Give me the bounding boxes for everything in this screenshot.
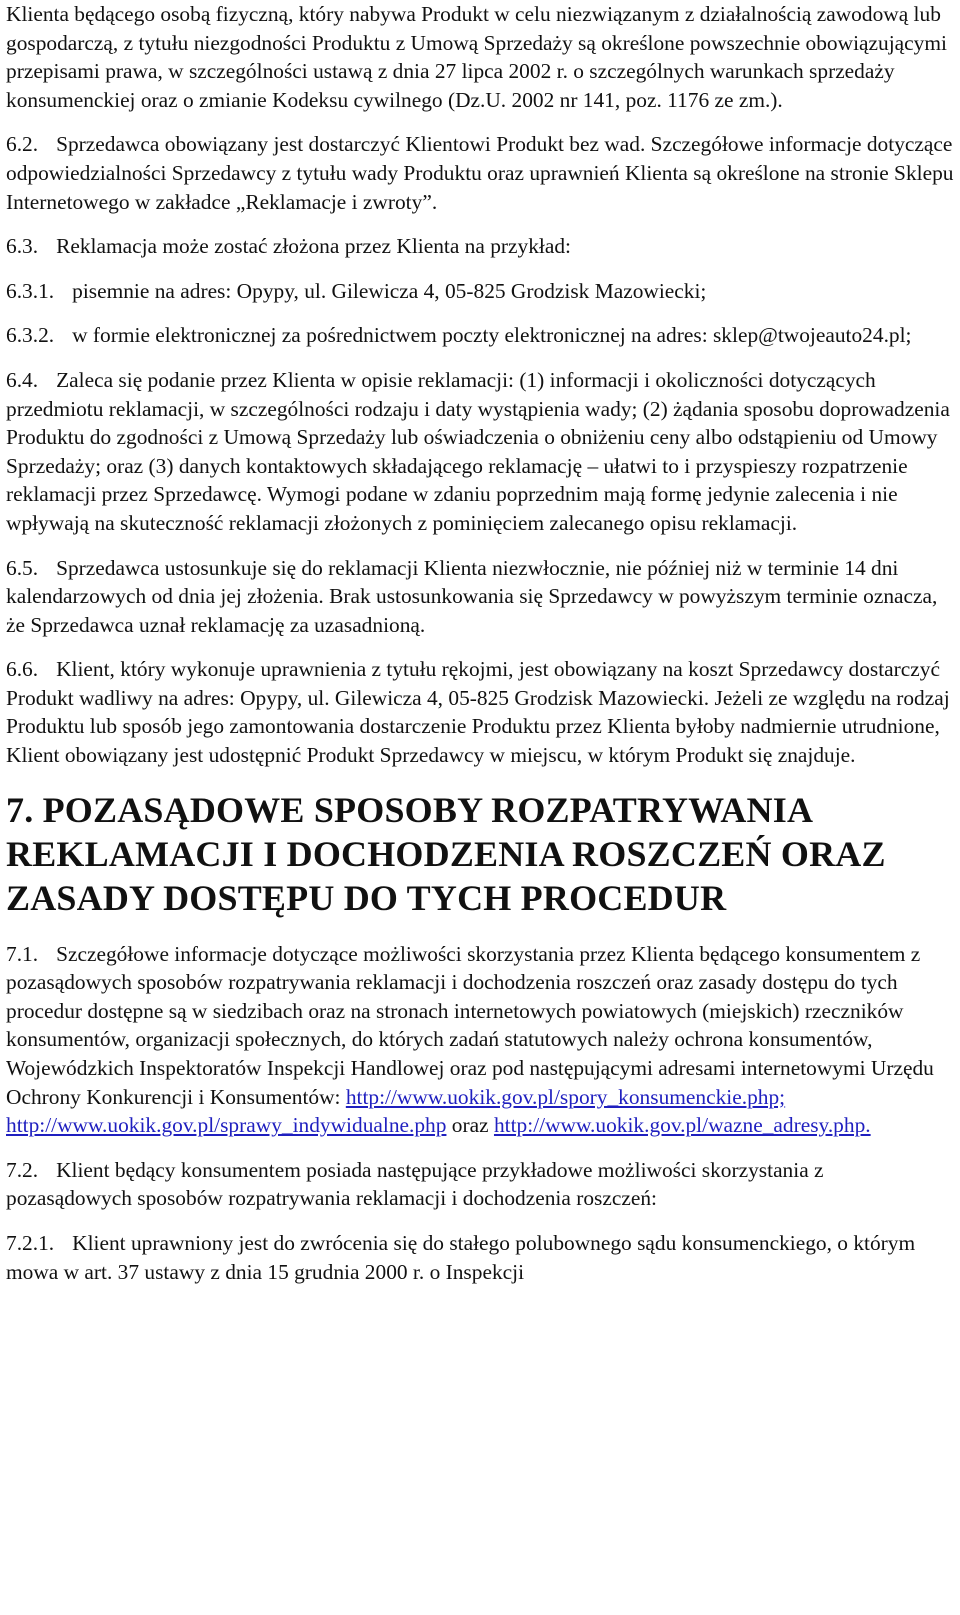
section-7-1 — [6, 940, 954, 1140]
section-number: 7.1. — [6, 941, 39, 966]
section-text: Sprzedawca obowiązany jest dostarczyć Klientowi Produkt bez wad. Szczegółowe informacje dotyczące odpowiedzialności Sprzedawcy z tytułu wady Produktu oraz uprawnień Klienta są określone na stronie Sklepu Internetowego w zakładce „Reklamacje i zwroty”. — [6, 132, 954, 214]
section-number: 6.3.1. — [6, 278, 55, 303]
section-text: Klient, który wykonuje uprawnienia z tytułu rękojmi, jest obowiązany na koszt Sprzedawcy dostarczyć Produkt wadliwy na adres: Opypy, ul. Gilewicza 4, 05-825 Grodzisk Mazowiecki. Jeżeli ze względu na rodzaj Produktu lub sposób jego zamontowania dostarczenie Produktu przez Klienta byłoby nadmiernie utrudnione, Klient obowiązany jest udostępnić Produkt Sprzedawcy w miejscu, w którym Produkt się znajduje. — [6, 657, 950, 768]
section-6-3 — [6, 232, 954, 261]
section-text: Zaleca się podanie przez Klienta w opisie reklamacji: (1) informacji i okoliczności dotyczących przedmiotu reklamacji, w szczególności rodzaju i daty wystąpienia wady; (2) żądania sposobu doprowadzenia Produktu do zgodności z Umową Sprzedaży lub oświadczenia o obniżeniu ceny albo odstąpieniu od Umowy Sprzedaży; oraz (3) danych kontaktowych składającego reklamację – ułatwi to i przyspieszy rozpatrzenie reklamacji przez Sprzedawcę. Wymogi podane w zdaniu poprzednim mają formę jedynie zalecenia i nie wpływają na skuteczność reklamacji złożonych z pominięciem zalecanego opisu reklamacji. — [6, 367, 950, 535]
section-text: w formie elektronicznej za pośrednictwem poczty elektronicznej na adres: sklep@twojeauto24.pl; — [72, 323, 912, 348]
section-7-heading: 7. POZASĄDOWE SPOSOBY ROZPATRYWANIA REKLAMACJI I DOCHODZENIA ROSZCZEŃ ORAZ ZASADY DOSTĘPU DO TYCH PROCEDUR — [6, 789, 886, 918]
section-6-3-1 — [6, 277, 954, 306]
section-6-3-2 — [6, 321, 954, 350]
section-number: 6.4. — [6, 367, 39, 392]
section-number: 6.6. — [6, 657, 39, 682]
uokik-sprawy-link[interactable]: http://www.uokik.gov.pl/sprawy_indywidualne.php — [6, 1113, 447, 1138]
uokik-adresy-link[interactable]: http://www.uokik.gov.pl/wazne_adresy.php. — [493, 1113, 871, 1138]
link-separator: oraz — [446, 1113, 494, 1138]
section-text: Szczegółowe informacje dotyczące możliwości skorzystania przez Klienta będącego konsumentem z pozasądowych sposobów rozpatrywania reklamacji i dochodzenia roszczeń oraz zasady dostępu do tych procedur dostępne są w siedzibach oraz na stronach internetowych powiatowych (miejskich) rzeczników konsumentów, organizacji społecznych, do których zadań statutowych należy ochrona konsumentów, Wojewódzkich Inspektoratów Inspekcji Handlowej oraz pod następującymi adresami internetowymi Urzędu Ochrony Konkurencji i Konsumentów: — [6, 941, 934, 1109]
section-number: 7.2. — [6, 1157, 39, 1182]
section-text: Klient uprawniony jest do zwrócenia się do stałego polubownego sądu konsumenckiego, o którym mowa w art. 37 ustawy z dnia 15 grudnia 2000 r. o Inspekcji — [6, 1231, 916, 1284]
section-6-6 — [6, 655, 954, 769]
section-number: 6.2. — [6, 132, 39, 157]
section-6-4 — [6, 366, 954, 538]
section-text: Klient będący konsumentem posiada następujące przykładowe możliwości skorzystania z pozasądowych sposobów rozpatrywania reklamacji i dochodzenia roszczeń: — [6, 1157, 824, 1211]
section-number: 6.3.2. — [6, 323, 55, 348]
section-text: pisemnie na adres: Opypy, ul. Gilewicza 4, 05-825 Grodzisk Mazowiecki; — [72, 278, 707, 303]
uokik-spory-link[interactable]: http://www.uokik.gov.pl/spory_konsumenckie.php; — [345, 1084, 786, 1109]
section-6-5 — [6, 554, 954, 640]
section-number: 6.5. — [6, 555, 39, 580]
section-6-2 — [6, 130, 954, 216]
section-text: Reklamacja może zostać złożona przez Klienta na przykład: — [56, 234, 571, 259]
intro-paragraph: Klienta będącego osobą fizyczną, który nabywa Produkt w celu niezwiązanym z działalnością zawodową lub gospodarczą, z tytułu niezgodności Produktu z Umową Sprzedaży są określone powszechnie obowiązującymi przepisami prawa, w szczególności ustawą z dnia 27 lipca 2002 r. o szczególnych warunkach sprzedaży konsumenckiej oraz o zmianie Kodeksu cywilnego (Dz.U. 2002 nr 141, poz. 1176 ze zm.). — [6, 2, 947, 112]
section-number: 6.3. — [6, 234, 39, 259]
section-number: 7.2.1. — [6, 1231, 55, 1255]
section-7-2-1 — [6, 1229, 954, 1286]
section-7-2 — [6, 1156, 954, 1213]
section-text: Sprzedawca ustosunkuje się do reklamacji Klienta niezwłocznie, nie później niż w terminie 14 dni kalendarzowych od dnia jej złożenia. Brak ustosunkowania się Sprzedawcy w powyższym terminie oznacza, że Sprzedawca uznał reklamację za uzasadnioną. — [6, 555, 938, 637]
